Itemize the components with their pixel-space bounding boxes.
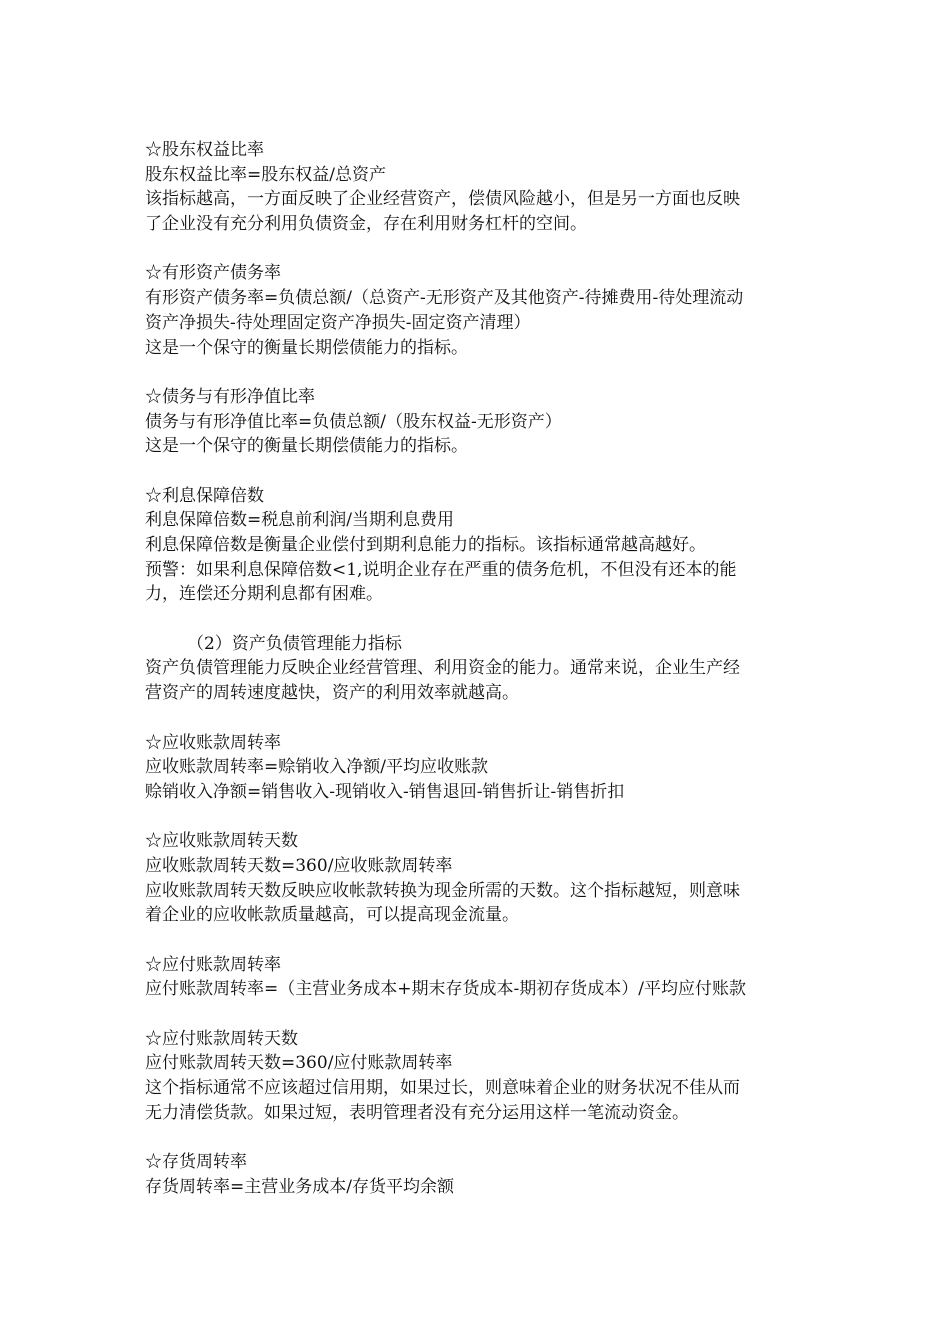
formula-line: 利息保障倍数=税息前利润/当期利息费用 bbox=[145, 510, 454, 531]
formula-line: 应付账款周转天数=360/应付账款周转率 bbox=[145, 1053, 453, 1074]
formula-line: 应收账款周转率=赊销收入净额/平均应收账款 bbox=[145, 757, 488, 778]
section-heading: ☆应付账款周转天数 bbox=[145, 1028, 298, 1049]
text-line: 这是一个保守的衡量长期偿债能力的指标。 bbox=[145, 436, 468, 457]
formula-line: 资产净损失-待处理固定资产净损失-固定资产清理） bbox=[145, 312, 531, 333]
section-heading: ☆股东权益比率 bbox=[145, 140, 264, 160]
section-debt-to-tangible-net-worth bbox=[145, 385, 813, 459]
section-heading: ☆利息保障倍数 bbox=[145, 485, 264, 506]
section-tangible-debt-ratio bbox=[145, 261, 813, 360]
text-line: 着企业的应收帐款质量越高，可以提高现金流量。 bbox=[145, 905, 519, 926]
text-line: 利息保障倍数是衡量企业偿付到期利息能力的指标。该指标通常越高越好。 bbox=[145, 535, 706, 555]
paragraph-gap bbox=[145, 607, 813, 632]
text-line: 了企业没有充分利用负债资金，存在利用财务杠杆的空间。 bbox=[145, 214, 587, 235]
formula-line: 有形资产债务率=负债总额/（总资产-无形资产及其他资产-待摊费用-待处理流动 bbox=[145, 288, 744, 309]
paragraph-gap bbox=[145, 459, 813, 484]
formula-line: 债务与有形净值比率=负债总额/（股东权益-无形资产） bbox=[145, 411, 562, 432]
section-receivables-turnover bbox=[145, 731, 813, 805]
section-receivables-days bbox=[145, 829, 813, 928]
paragraph-gap bbox=[145, 1002, 813, 1027]
section-heading: ☆债务与有形净值比率 bbox=[145, 386, 315, 407]
text-line: 资产负债管理能力反映企业经营管理、利用资金的能力。通常来说，企业生产经 bbox=[145, 658, 740, 679]
section-heading: ☆应付账款周转率 bbox=[145, 954, 281, 975]
text-line: 无力清偿货款。如果过短，表明管理者没有充分运用这样一笔流动资金。 bbox=[145, 1102, 689, 1123]
text-line: 应收账款周转天数反映应收帐款转换为现金所需的天数。这个指标越短，则意味 bbox=[145, 880, 740, 901]
document-page bbox=[145, 138, 813, 1200]
paragraph-gap bbox=[145, 237, 813, 262]
paragraph-gap bbox=[145, 706, 813, 731]
section-interest-coverage bbox=[145, 484, 813, 607]
section-equity-ratio bbox=[145, 138, 813, 237]
warning-line: 力，连偿还分期利息都有困难。 bbox=[145, 584, 383, 605]
warning-line: 预警：如果利息保障倍数<1,说明企业存在严重的债务危机，不但没有还本的能 bbox=[145, 559, 737, 580]
text-line: 该指标越高，一方面反映了企业经营资产，偿债风险越小，但是另一方面也反映 bbox=[145, 189, 740, 210]
subsection-heading: （2）资产负债管理能力指标 bbox=[187, 633, 402, 654]
formula-line: 股东权益比率=股东权益/总资产 bbox=[145, 164, 386, 185]
formula-line: 应付账款周转率=（主营业务成本+期末存货成本-期初存货成本）/平均应付账款 bbox=[145, 979, 746, 1000]
paragraph-gap bbox=[145, 360, 813, 385]
section-heading: ☆应收账款周转率 bbox=[145, 732, 281, 753]
text-line: 这是一个保守的衡量长期偿债能力的指标。 bbox=[145, 337, 468, 358]
section-heading: ☆存货周转率 bbox=[145, 1152, 247, 1173]
paragraph-gap bbox=[145, 928, 813, 953]
section-payables-days bbox=[145, 1027, 813, 1126]
section-asset-liability-management bbox=[145, 632, 813, 706]
section-inventory-turnover bbox=[145, 1150, 813, 1199]
text-line: 这个指标通常不应该超过信用期，如果过长，则意味着企业的财务状况不佳从而 bbox=[145, 1078, 740, 1099]
formula-line: 赊销收入净额=销售收入-现销收入-销售退回-销售折让-销售折扣 bbox=[145, 781, 625, 802]
formula-line: 应收账款周转天数=360/应收账款周转率 bbox=[145, 855, 453, 876]
formula-line: 存货周转率=主营业务成本/存货平均余额 bbox=[145, 1176, 454, 1197]
section-payables-turnover bbox=[145, 953, 813, 1002]
paragraph-gap bbox=[145, 1126, 813, 1151]
paragraph-gap bbox=[145, 805, 813, 830]
section-heading: ☆应收账款周转天数 bbox=[145, 831, 298, 852]
text-line: 营资产的周转速度越快，资产的利用效率就越高。 bbox=[145, 683, 519, 704]
section-heading: ☆有形资产债务率 bbox=[145, 263, 281, 284]
